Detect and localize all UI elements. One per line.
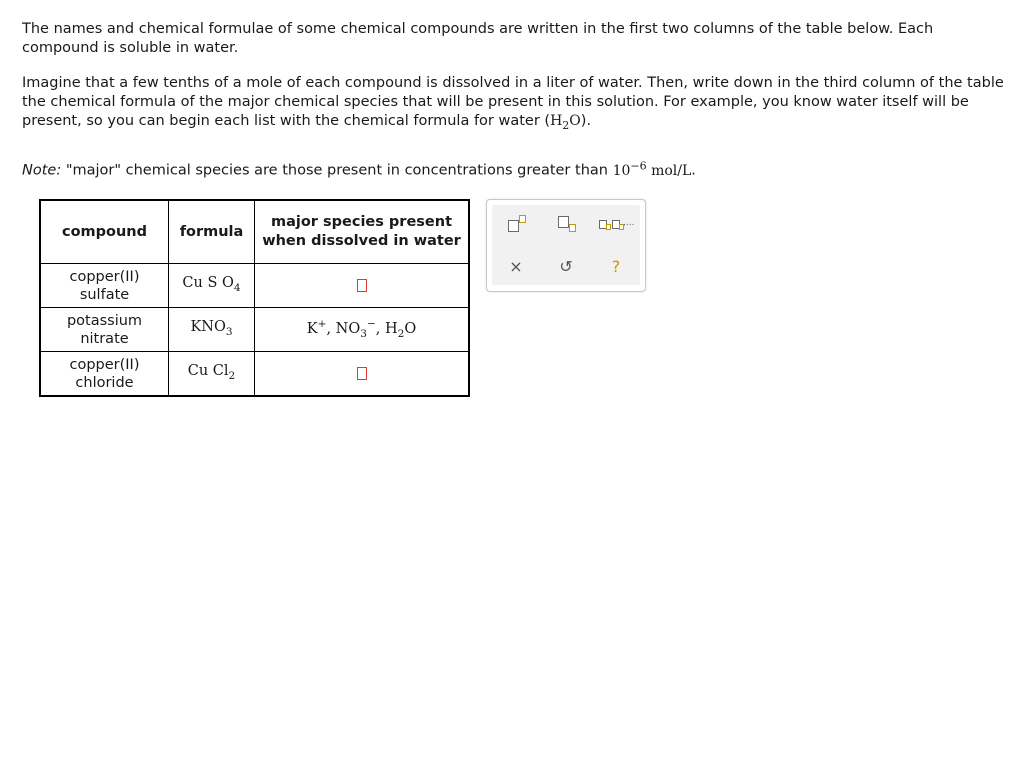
compound-formula: Cu S $O_4$ xyxy=(169,264,255,308)
compound-table xyxy=(39,199,470,397)
undo-icon: ↺ xyxy=(559,256,573,276)
compound-formula: $KNO_3$ xyxy=(169,308,255,352)
intro-p2-text: Imagine that a few tenths of a mole of each compound is dissolved in a liter of water. Then, write down in the third column of the table the chemical formula of the major chemical species that will be present in this solution. For example, you know water itself will be present, so you can begin each list with the chemical formula for water ( xyxy=(22,75,1004,129)
close-icon: × xyxy=(509,256,523,276)
compound-name: potassium nitrate xyxy=(40,308,169,352)
table-row xyxy=(40,308,469,352)
table-row xyxy=(40,264,469,308)
answer-input-box[interactable] xyxy=(357,279,367,292)
clear-button[interactable] xyxy=(494,251,538,281)
compound-name: copper(II) chloride xyxy=(40,352,169,397)
compound-name: copper(II) sulfate xyxy=(40,264,169,308)
header-compound: compound xyxy=(40,200,169,264)
species-list-icon: ,... xyxy=(599,214,633,232)
subscript-button[interactable] xyxy=(544,208,588,238)
header-species: major species present when dissolved in water xyxy=(255,200,470,264)
intro-paragraph-1: The names and chemical formulae of some chemical compounds are written in the first two columns of the table below. Each compound is soluble in water. xyxy=(22,21,934,56)
math-palette xyxy=(486,199,646,292)
intro-paragraph-2 xyxy=(22,74,1007,135)
note-text: "major" chemical species are those present in concentrations greater than xyxy=(61,162,613,179)
table-header-row xyxy=(40,200,469,264)
note-paragraph: Note: "major" chemical species are those present in concentrations greater than $10^{-6}$ mol/L. xyxy=(22,159,696,179)
help-icon: ? xyxy=(611,256,621,276)
undo-button[interactable] xyxy=(544,251,588,281)
help-button[interactable] xyxy=(594,251,638,281)
palette-panel xyxy=(492,205,640,285)
water-formula: $H_2O$ xyxy=(550,113,581,132)
intro-p2-end: ). xyxy=(580,113,592,129)
species-answer-cell[interactable] xyxy=(255,308,470,352)
note-label: Note: xyxy=(22,162,62,179)
superscript-button[interactable] xyxy=(494,208,538,238)
species-answer-cell[interactable] xyxy=(255,352,470,397)
concentration-threshold: $10^{-6}$ mol/L xyxy=(612,159,692,179)
subscript-icon xyxy=(556,214,576,232)
table-row xyxy=(40,352,469,397)
species-answer-cell[interactable] xyxy=(255,264,470,308)
compound-formula: Cu $Cl_2$ xyxy=(169,352,255,397)
answer-input-box[interactable] xyxy=(357,367,367,380)
header-formula: formula xyxy=(169,200,255,264)
sub-sup-list-button[interactable] xyxy=(594,208,638,238)
species-answer[interactable]: K+, $NO_3^-$, $H_2O$ xyxy=(306,318,417,341)
superscript-icon xyxy=(506,214,526,232)
